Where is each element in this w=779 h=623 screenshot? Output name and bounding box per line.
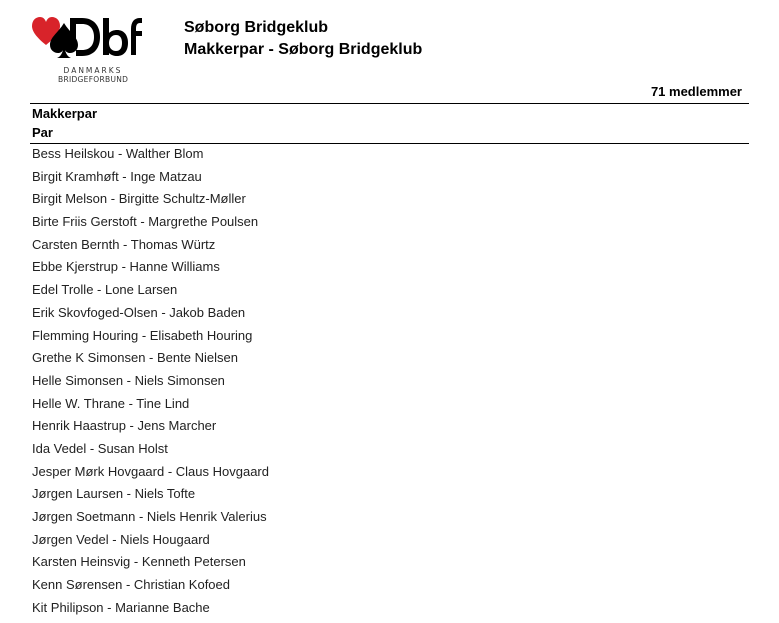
list-item: Erik Skovfoged-Olsen - Jakob Baden xyxy=(32,304,246,320)
list-item: Ebbe Kjerstrup - Hanne Williams xyxy=(32,259,220,275)
members-count: 71 medlemmer xyxy=(650,84,742,99)
list-item: Bess Heilskou - Walther Blom xyxy=(32,146,204,161)
list-item: Kenn Sørensen - Christian Kofoed xyxy=(32,577,230,593)
letter-b xyxy=(103,18,128,56)
list-item: Jørgen Soetmann - Niels Henrik Valerius xyxy=(32,509,267,524)
list-item: Ida Vedel - Susan Holst xyxy=(32,440,168,456)
dbf-logo-mark xyxy=(32,15,142,67)
list-item: Helle Simonsen - Niels Simonsen xyxy=(32,372,225,388)
divider-header xyxy=(30,143,749,144)
dbf-logo xyxy=(32,15,142,87)
logo-subtitle-line2: BRIDGEFORBUND xyxy=(58,75,129,84)
list-item: Helle W. Thrane - Tine Lind xyxy=(32,395,190,411)
page-title: Søborg Bridgeklub xyxy=(184,19,328,36)
list-item: Birte Friis Gerstoft - Margrethe Poulsen xyxy=(32,214,259,230)
logo-subtitle-line1: DANMARKS xyxy=(63,66,123,75)
list-item: Birgit Kramhøft - Inge Matzau xyxy=(32,168,202,184)
list-item: Jørgen Laursen - Niels Tofte xyxy=(32,486,196,502)
page-subtitle: Makkerpar - Søborg Bridgeklub xyxy=(184,41,423,58)
list-item: Grethe K Simonsen - Bente Nielsen xyxy=(32,350,238,366)
letter-f xyxy=(131,18,142,55)
list-item: Henrik Haastrup - Jens Marcher xyxy=(32,418,217,434)
divider-top xyxy=(30,103,749,104)
pairs-list xyxy=(32,145,269,621)
list-item: Edel Trolle - Lone Larsen xyxy=(32,282,178,298)
list-item: Kit Philipson - Marianne Bache xyxy=(32,599,210,615)
list-item: Flemming Houring - Elisabeth Houring xyxy=(32,327,253,343)
column-header-par: Par xyxy=(32,125,53,140)
list-item: Jørgen Vedel - Niels Hougaard xyxy=(32,531,210,547)
section-title: Makkerpar xyxy=(32,106,98,121)
list-item: Carsten Bernth - Thomas Würtz xyxy=(32,236,216,252)
list-item: Jesper Mørk Hovgaard - Claus Hovgaard xyxy=(32,463,269,479)
list-item: Karsten Heinsvig - Kenneth Petersen xyxy=(32,554,246,570)
list-item: Birgit Melson - Birgitte Schultz-Møller xyxy=(32,191,246,207)
